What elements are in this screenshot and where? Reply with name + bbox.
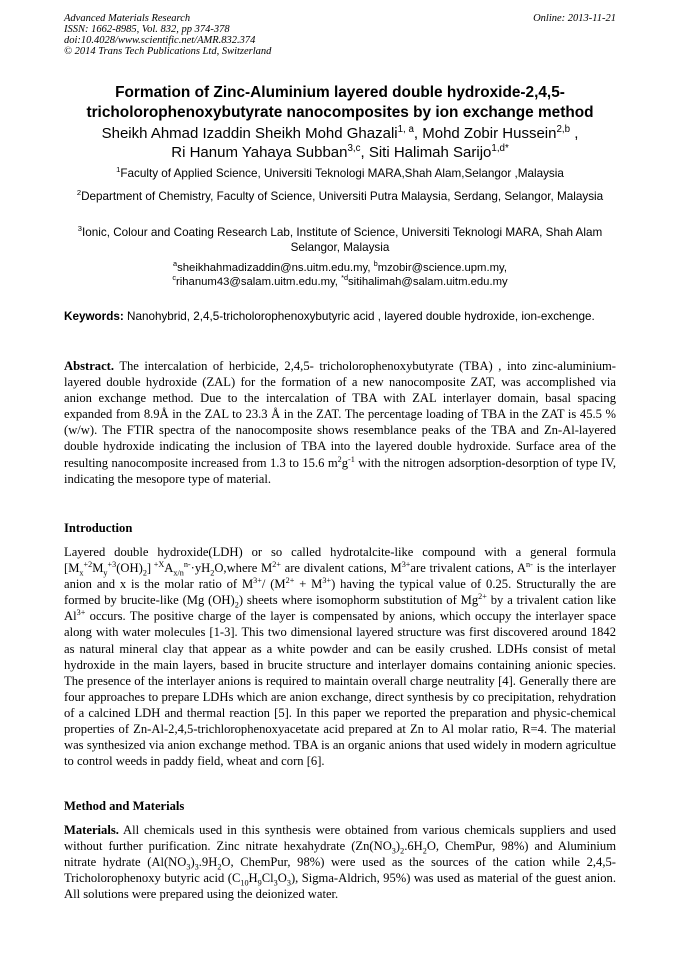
intro-superscript: 3+ [322,576,332,585]
email-marker: *d [341,273,349,283]
doi-line: doi:10.4028/www.scientific.net/AMR.832.374 [64,35,256,46]
author-1-marker: 1, a [397,124,414,135]
methods-text: .6H [404,839,423,854]
intro-text: by a trivalent cation like Al [64,593,616,624]
intro-text: Layered double hydroxide(LDH) or so called hydrotalcite-like compound with a general formula [M [64,545,616,576]
email-1[interactable]: sheikhahmadizaddin@ns.uitm.edu.my, [177,262,374,274]
methods-subscript: 3 [273,878,278,888]
methods-text: Cl [261,871,274,886]
intro-subscript: 2 [234,600,239,610]
methods-text: O, ChemPur, 98%) and Aluminium nitrate hydrate (Al(NO [64,839,616,870]
keywords [64,309,616,325]
methods-text: All chemicals used in this synthesis were obtained from various chemicals suppliers and used without further purification. Zinc nitrate hexahydrate (Zn(NO [64,823,616,854]
intro-subscript: x/n [173,568,184,578]
materials-paragraph [64,822,616,902]
abstract-label: Abstract. [64,359,115,373]
intro-text: A [164,561,174,576]
online-date: Online: 2013-11-21 [533,13,616,24]
intro-text: ) having the typical value of 0.25. Structurally the are formed by brucite-like (Mg (OH) [64,577,616,608]
intro-subscript: 2 [210,568,215,578]
affiliation-2-text: Department of Chemistry, Faculty of Science, Universiti Putra Malaysia, Serdang, Selangor, Malaysia [81,190,604,203]
abstract-superscript: 2 [337,454,342,464]
author-separator: , [570,125,579,142]
email-list [64,261,616,289]
intro-superscript: 2+ [285,576,295,585]
author-separator: , [360,144,369,161]
intro-text: O,where M [214,561,273,576]
methods-subscript: 3 [391,846,396,856]
affiliation-1-text: Faculty of Applied Science, Universiti Teknologi MARA,Shah Alam,Selangor ,Malaysia [120,167,564,180]
methods-subscript: 9 [257,878,262,888]
issn-line: ISSN: 1662-8985, Vol. 832, pp 374-378 [64,24,230,35]
abstract-superscript: -1 [348,454,355,464]
intro-text: ] [146,561,152,576]
email-2[interactable]: mzobir@science.upm.my, [377,262,507,274]
author-1: Sheikh Ahmad Izaddin Sheikh Mohd Ghazali [101,125,398,142]
methods-subscript: 2 [217,862,222,872]
intro-subscript: y [103,568,108,578]
abstract-paragraph [64,358,616,487]
abstract-text: g [341,455,349,470]
methods-text: O [277,871,287,886]
abstract-text: The intercalation of herbicide, 2,4,5- tricholorophenoxybutyrate (TBA) , into zinc-aluminium-layered double hydroxide (ZAL) for the formation of a new nanocomposite ZAT, was accomplished via anion exchange method. Due to the intercalation of TBA with ZAL interlayer domain, basal spacing expanded from 8.9Å in the ZAL to 23.3 Å in the ZAT. The percentage loading of TBA in the ZAT is 45.5 % (w/w). The FTIR spectra of the nanocomposite shows resemblance peaks of the TBA and Zn-Al-layered double hydroxide indicating the inclusion of TBA into the layered double hydroxide. Surface area of the resulting nanocomposite increased from 1.3 to 15.6 m [64,359,616,470]
copyright-line: © 2014 Trans Tech Publications Ltd, Switzerland [64,46,272,57]
email-3[interactable]: rihanum43@salam.uitm.edu.my, [176,276,342,288]
methods-subscript: 10 [240,878,249,888]
intro-superscript: 2+ [478,592,487,602]
title-line-1: Formation of Zinc-Aluminium layered double hydroxide-2,4,5- [115,84,565,101]
materials-label: Materials. [64,823,119,837]
intro-text: are divalent cations, M [280,561,402,576]
intro-text: (OH) [116,561,143,576]
intro-superscript: +3 [107,559,117,569]
intro-text: is the interlayer anion and x is the molar ratio of M [64,561,616,592]
intro-superscript: n- [183,559,191,569]
intro-text: + M [294,577,323,592]
author-3-marker: 3,c [347,143,361,154]
affiliation-3-marker: 3 [77,224,83,234]
author-2: Mohd Zobir Hussein [422,125,557,142]
affiliation-1 [64,166,616,181]
intro-superscript: +X [151,559,165,569]
author-4-marker: 1,d* [491,143,509,154]
email-4[interactable]: sitihalimah@salam.uitm.edu.my [348,276,508,288]
email-marker: a [173,259,178,269]
email-marker: b [373,259,378,269]
intro-text: M [92,561,104,576]
abstract-text: with the nitrogen adsorption-desorption of type IV, indicating the mesopore type of material. [64,455,616,486]
intro-superscript: 3+ [76,608,86,618]
author-separator: , [413,125,423,142]
intro-superscript: 2+ [272,559,281,569]
journal-name: Advanced Materials Research [64,13,191,24]
keywords-label: Keywords: [64,310,124,323]
paper-title [64,83,616,123]
intro-subscript: x [79,568,84,578]
intro-superscript: 3+ [253,576,262,585]
intro-superscript: 3+ [401,559,411,569]
methods-subscript: 3 [286,878,291,888]
methods-text: .9H [198,855,218,870]
affiliation-3-text: Ionic, Colour and Coating Research Lab, Institute of Science, Universiti Teknologi MARA, Shah Alam Selangor, Malaysia [82,226,603,254]
publication-header [64,13,616,57]
methods-text: ) [190,855,195,870]
intro-text: ) sheets where isomophorm substitution of Mg [238,593,479,608]
affiliation-3 [64,225,616,255]
intro-subscript: 2 [142,568,147,578]
intro-superscript: n- [526,559,533,569]
author-2-marker: 2,b [556,124,571,135]
introduction-heading: Introduction [64,521,133,535]
intro-text: / (M [261,577,286,592]
affiliation-1-marker: 1 [116,165,121,175]
intro-text: are trivalent cations, A [410,561,527,576]
author-list [64,124,616,162]
author-4: Siti Halimah Sarijo [368,144,492,161]
keywords-text: Nanohybrid, 2,4,5-tricholorophenoxybutyric acid , layered double hydroxide, ion-exchenge. [123,310,595,323]
author-3: Ri Hanum Yahaya Subban [171,144,348,161]
methods-heading: Method and Materials [64,799,185,813]
title-line-2: tricholorophenoxybutyrate nanocomposites by ion exchange method [86,104,594,121]
introduction-paragraph [64,544,616,769]
email-marker: c [172,273,176,283]
methods-text: ) [395,839,401,854]
methods-subscript: 2 [400,846,405,856]
methods-text: O, ChemPur, 98%) were used as the sources of the cation while 2,4,5-Tricholorophenoxy butyric acid (C [64,855,616,886]
methods-subscript: 3 [186,862,191,872]
methods-text: ), Sigma-Aldrich, 95%) was used as material of the guest anion. All solutions were prepared using the deionized water. [64,871,616,902]
affiliation-2-marker: 2 [76,188,82,198]
methods-subscript: 2 [422,846,427,856]
intro-superscript: +2 [83,559,93,569]
affiliation-2 [64,189,616,204]
methods-subscript: 3 [194,862,199,872]
intro-text: ·yH [190,561,211,576]
methods-text: H [248,871,258,886]
intro-text: occurs. The positive charge of the layer is compensated by anions, which occupy the interlayer space along with water molecules [1-3]. This two dimensional layered structure was first discovered around 1842 as natural mineral clay that appear as a white powder and can be easily crushed. LDHs consist of metal hydroxide in the main layers, based in brucite structure and interlayer domains containing anionic species. The presence of the interlayer anions is required to maintain overall charge neutrality [4]. Generally there are four approaches to prepare LDHs which are anion exchange, direct synthesis by co precipitation, rehydration of a calcined LDH and thermal reaction [5]. In this paper we reported the preparation and physic-chemical properties of Zn-Al-2,4,5-trichlorophenoxyacetate acid prepared at Zn to Al molar ratio, R=4. The material was synthesized via anion exchange method. TBA is an organic anions that used widely in modern agricultue to control weeds in paddy field, wheat and corn [6]. [64,609,616,769]
